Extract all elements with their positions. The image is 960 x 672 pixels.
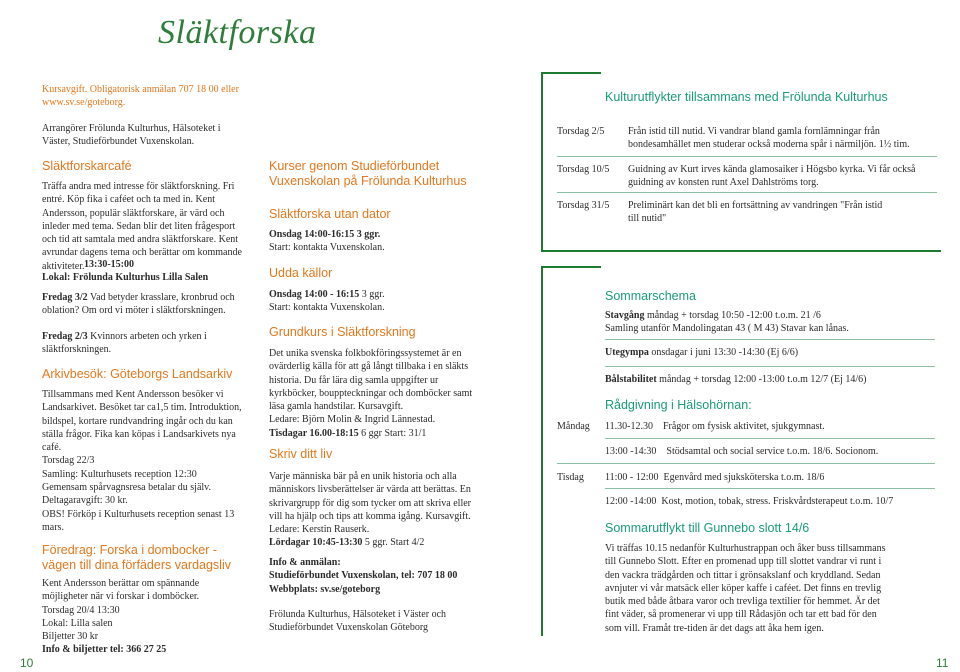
stavgang-bold: Stavgång <box>605 310 645 321</box>
t3-text: Preliminärt kan det bli en fortsättning av vandringen "Från istid till nutid" <box>628 200 883 225</box>
gunnebo-text: Vi träffas 10.15 nedanför Kulturhustrappan och åker buss tillsammans till Gunnebo Slott. Efter en promenad upp till slottet vandrar vi runt i den vackra trädgården och tittar i grönsakslanf och kryddland. Sedan avnjuter vi vår matsäck eller köper kaffe i caféet. Det finns en trevlig butik med både åtbara varor och trevliga textilier för hemmet. Är det fint väder, så promenerar vi upp till Rådasjön och tar ett bad för den som vill. Framåt tre-tiden är det dags att åka hem igen. <box>605 543 886 634</box>
cafe-text: Träffa andra med intresse för släktforskning. Fri entré. Köp fika i caféet och ta med in. Kent Andersson, populär släktforskare, är värd och inleder med tema. Sedan blir det liten frågesport och tid att samtala med andra släktforskare. Kent avrundar dagens tema och berättar om kommande aktiviteter. <box>42 181 242 272</box>
t1-text: Från istid till nutid. Vi vandrar bland gamla fornlämningar från bondesamhället men studerar också moderna spår i närmiljön. 1½ tim. <box>628 126 910 151</box>
frame-bottom-top-edge <box>541 266 601 268</box>
udda-time-rest: 3 ggr. <box>359 289 385 300</box>
page-title: Släktforska <box>158 14 317 51</box>
udda-heading: Udda källor <box>269 266 333 280</box>
mandag-1: 11.30-12.30 Frågor om fysisk aktivitet, sjukgymnast. <box>605 421 825 432</box>
t2-date: Torsdag 10/5 <box>557 164 610 175</box>
arkiv-avgift: Deltagaravgift: 30 kr. <box>42 495 128 507</box>
page-number-right: 11 <box>936 656 949 670</box>
utegympa-bold: Utegympa <box>605 347 649 358</box>
arkiv-samling: Samling: Kulturhusets reception 12:30 <box>42 468 197 480</box>
radgivning-heading: Rådgivning i Hälsohörnan: <box>605 398 752 412</box>
foredrag-torsdag: Torsdag 20/4 13:30 <box>42 604 120 616</box>
utegympa-line <box>605 346 935 359</box>
fredag-2-date: Fredag 2/3 <box>42 331 88 342</box>
divider-6 <box>557 463 935 464</box>
foredrag-info: Info & biljetter tel: 366 27 25 <box>42 644 167 656</box>
foredrag-biljetter: Biljetter 30 kr <box>42 631 99 643</box>
stavgang-samling: Samling utanför Mandolingatan 43 ( M 43) Stavar kan lånas. <box>605 323 849 335</box>
fredag-2-text: Kvinnors arbeten och yrken i släktforskningen. <box>42 331 207 356</box>
grund-tisdagar <box>269 427 474 440</box>
divider-5 <box>605 438 935 439</box>
grund-ledare: Ledare: Björn Molin & Ingrid Lännestad. <box>269 414 436 426</box>
divider-7 <box>605 488 935 489</box>
grund-heading: Grundkurs i Släktforskning <box>269 325 416 339</box>
t2-text: Guidning av Kurt irves kända glamosaiker i Högsbo kyrka. Vi får också guidning av konsten runt Axel Dahlströms torg. <box>628 164 916 189</box>
divider-4 <box>605 366 935 367</box>
foredrag-body: Kent Andersson berättar om spännande möjligheter när vi forskar i domböcker. <box>42 578 200 603</box>
utan-dator-start: Start: kontakta Vuxenskolan. <box>269 242 385 254</box>
skriv-ledare: Ledare: Kerstin Rauserk. <box>269 524 370 536</box>
grund-tisdagar-rest: 6 ggr Start: 31/1 <box>358 427 427 439</box>
cafe-heading: Släktforskarcafé <box>42 159 132 173</box>
grund-info <box>269 347 474 440</box>
info-anmalan-block <box>269 556 479 596</box>
col2-footer: Frölunda Kulturhus, Hälsoteket i Väster och Studieförbundet Vuxenskolan Göteborg <box>269 609 447 634</box>
fredag-2 <box>42 330 247 357</box>
frame-top-top-edge <box>541 72 601 74</box>
page-number-left: 10 <box>20 656 34 670</box>
intro-kursavgift: Kursavgift. Obligatorisk anmälan 707 18 00 eller www.sv.se/goteborg. <box>42 84 239 109</box>
skriv-info <box>269 470 474 550</box>
grund-tisdagar-bold: Tisdagar 16.00-18:15 <box>269 427 359 439</box>
fredag-1-date: Fredag 3/2 <box>42 292 88 303</box>
cafe-lokal: Lokal: Frölunda Kulturhus Lilla Salen <box>42 272 209 283</box>
arkiv-obs: OBS! Förköp i Kulturhusets reception senast 13 mars. <box>42 508 235 533</box>
arkiv-gemensam: Gemensam spårvagnsresa betalar du själv. <box>42 482 212 494</box>
kurser-heading: Kurser genom Studieförbundet Vuxenskolan på Frölunda Kulturhus <box>269 159 467 188</box>
gunnebo-heading: Sommarutflykt till Gunnebo slott 14/6 <box>605 521 810 535</box>
udda-start: Start: kontakta Vuxenskolan. <box>269 302 385 314</box>
mandag-label: Måndag <box>557 421 590 432</box>
udda-time <box>269 288 479 301</box>
balans-bold: Bålstabilitet <box>605 374 657 385</box>
utegympa-rest: onsdagar i juni 13:30 -14:30 (Ej 6/6) <box>648 347 799 358</box>
arkiv-torsdag: Torsdag 22/3 <box>42 455 95 467</box>
utan-dator-time: Onsdag 14:00-16:15 3 ggr. <box>269 229 381 240</box>
divider-3 <box>605 339 935 340</box>
arkiv-heading: Arkivbesök: Göteborgs Landsarkiv <box>42 367 233 381</box>
skriv-lordag-rest: 5 ggr. Start 4/2 <box>362 537 425 549</box>
tisdag-1: 11:00 - 12:00 Egenvård med sjuksköterska t.o.m. 18/6 <box>605 472 825 483</box>
tisdag-label: Tisdag <box>557 472 584 483</box>
divider-2 <box>557 192 937 193</box>
frame-bottom-left-edge <box>541 266 543 636</box>
divider-1 <box>557 156 937 157</box>
foredrag-text <box>42 577 247 657</box>
info-sv: Studieförbundet Vuxenskolan, tel: 707 18 00 <box>269 570 458 582</box>
frame-top-left-edge <box>541 72 543 252</box>
info-web: Webbplats: sv.se/goteborg <box>269 583 381 595</box>
cafe-time: 13:30-15:00 <box>84 259 134 270</box>
utan-dator-info <box>269 228 479 255</box>
balans-line <box>605 373 935 386</box>
balans-rest: måndag + torsdag 12:00 -13:00 t.o.m 12/7 (Ej 14/6) <box>656 374 867 385</box>
foredrag-lokal: Lokal: Lilla salen <box>42 617 113 629</box>
skriv-lordag <box>269 536 474 549</box>
arrangorer-text: Arrangörer Frölunda Kulturhus, Hälsoteket i Väster, Studieförbundet Vuxenskolan. <box>42 123 221 148</box>
arkiv-body: Tillsammans med Kent Andersson besöker vi Landsarkivet. Besöket tar ca1,5 tim. Introduktion, bildspel, kortare rundvandring ingår och du kan ställa frågor. Fika kan köpas i Landsarkivets nya café. <box>42 389 242 454</box>
tisdag-2: 12:00 -14:00 Kost, motion, tobak, stress. Friskvårdsterapeut t.o.m. 10/7 <box>605 496 894 507</box>
stavgang-rest: måndag + torsdag 10:50 -12:00 t.o.m. 21 /6 <box>644 310 821 321</box>
fredag-1-text: Vad betyder krasslare, kronbrud och oblation? Om ord vi möter i släktforskningen. <box>42 292 235 317</box>
utan-dator-heading: Släktforska utan dator <box>269 207 391 221</box>
frame-top-bottom-edge <box>541 250 941 252</box>
grund-text: Det unika svenska folkbokföringssystemet är en ovärderlig källa för att gå långt tillbaka i en släkts historia. Du får lära dig samla uppgifter ur kyrkböcker, bouppteckningar och domböcker samt läsa gamla handstilar. Kursavgift. <box>269 348 473 413</box>
stavgang-line <box>605 309 935 322</box>
fredag-1 <box>42 291 247 318</box>
arkiv-text <box>42 388 247 534</box>
mandag-2: 13:00 -14:30 Stödsamtal och social service t.o.m. 18/6. Socionom. <box>605 446 879 457</box>
skriv-lordag-bold: Lördagar 10:45-13:30 <box>269 537 363 549</box>
t1-date: Torsdag 2/5 <box>557 126 605 137</box>
info-anmalan: Info & anmälan: <box>269 557 341 568</box>
t3-date: Torsdag 31/5 <box>557 200 610 211</box>
sommar-heading: Sommarschema <box>605 289 696 303</box>
udda-info <box>269 288 479 315</box>
skriv-heading: Skriv ditt liv <box>269 447 333 461</box>
skriv-text: Varje människa bär på en unik historia och alla människors livsberättelser är värda att berättas. En skrivargrupp för dig som tycker om att skriva eller vill ha hjälp och tips att komma igång. Kursavgift. <box>269 471 471 522</box>
udda-time-bold: Onsdag 14:00 - 16:15 <box>269 289 360 300</box>
foredrag-heading: Föredrag: Forska i dombocker - vägen till dina förfäders vardagsliv <box>42 543 231 572</box>
stavgang-block <box>605 309 935 336</box>
utflykter-heading: Kulturutflykter tillsammans med Frölunda Kulturhus <box>605 90 888 104</box>
